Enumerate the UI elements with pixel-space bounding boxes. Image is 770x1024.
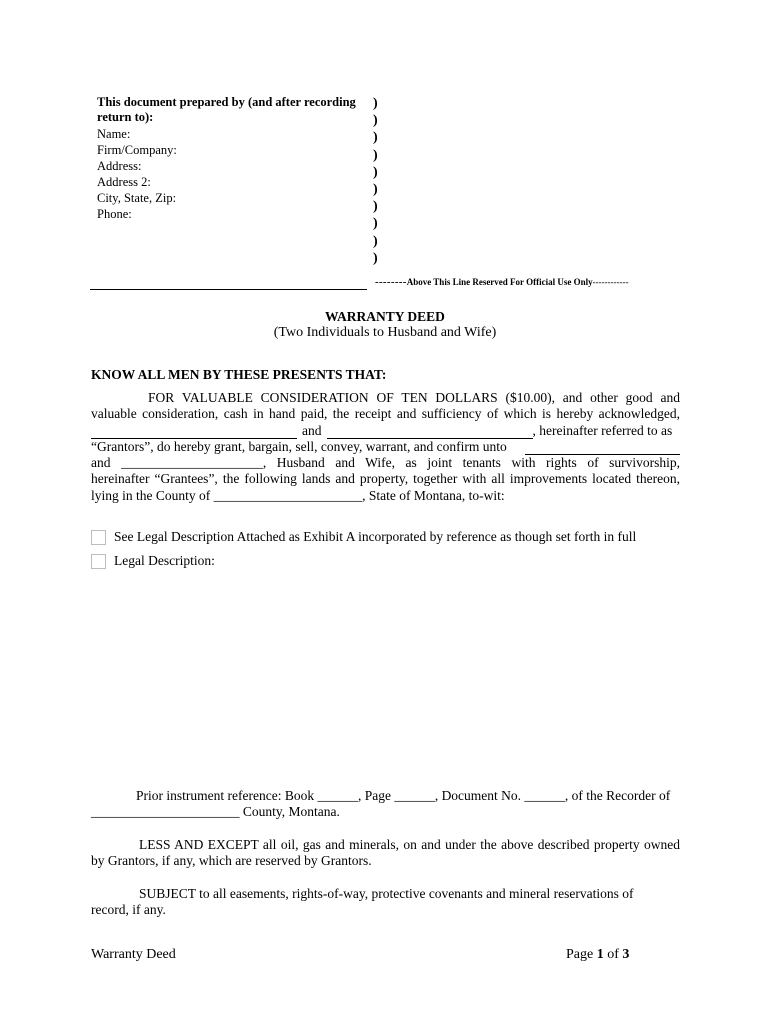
grantor-1-blank[interactable] [91,426,297,439]
know-all-heading: KNOW ALL MEN BY THESE PRESENTS THAT: [91,367,387,382]
exhibit-label: See Legal Description Attached as Exhibit A incorporated by reference as though set forth in full [114,529,637,544]
phone-label: Phone: [97,207,132,221]
legal-description-option[interactable] [91,553,215,569]
footer-page-number: Page 1 of 3 [566,947,630,962]
footer-document-name: Warranty Deed [91,947,176,962]
address2-label: Address 2: [97,175,151,189]
grantor-2-blank[interactable] [327,426,533,439]
signature-rule [90,289,367,290]
consideration-paragraph: FOR VALUABLE CONSIDERATION OF TEN DOLLARS ($10.00), and other good and valuable consideration, cash in hand paid, the receipt and sufficiency of which is hereby acknowledged, and , hereinafter referred to as “Grantors”, do hereby grant, bargain, sell, convey, warrant, and confirm unto and _____________________, Husband and Wife, as joint tenants with rights of survivorship, hereinafter “Grantees”, the following lands and property, together with all improvements located thereon, lying in the County of ______________________, State of Montana, to-wit: [91,390,681,503]
exhibit-option[interactable] [91,529,636,545]
exhibit-checkbox[interactable] [91,530,106,545]
official-use-line: --------Above This Line Reserved For Official Use Only------------ [375,276,629,288]
less-except-paragraph: LESS AND EXCEPT all oil, gas and minerals, on and under the above described property owned by Grantors, if any, which are reserved by Grantors. [91,837,680,869]
county-line: lying in the County of ______________________, State of Montana, to-wit: [91,487,505,503]
prior-instrument-paragraph: Prior instrument reference: Book ______, Page ______, Document No. ______, of the Recorder of ______________________ County, Montana. [91,788,671,820]
preparer-heading: This document prepared by (and after recording return to): [97,95,356,124]
firm-label: Firm/Company: [97,143,177,157]
city-state-zip-label: City, State, Zip: [97,191,177,205]
name-label: Name: [97,127,131,141]
address-label: Address: [97,159,142,173]
legal-description-label: Legal Description: [114,553,215,568]
legal-description-checkbox[interactable] [91,554,106,569]
document-title: WARRANTY DEED [325,309,445,324]
subject-paragraph: SUBJECT to all easements, rights-of-way, protective covenants and mineral reservations of record, if any. [91,886,634,918]
bracket-column: ) ) ) ) ) ) ) ) ) ) [373,96,378,266]
document-subtitle: (Two Individuals to Husband and Wife) [273,325,497,340]
grantee-1-blank[interactable] [525,442,680,455]
grantee-2-blank[interactable]: _____________________, [121,455,267,471]
